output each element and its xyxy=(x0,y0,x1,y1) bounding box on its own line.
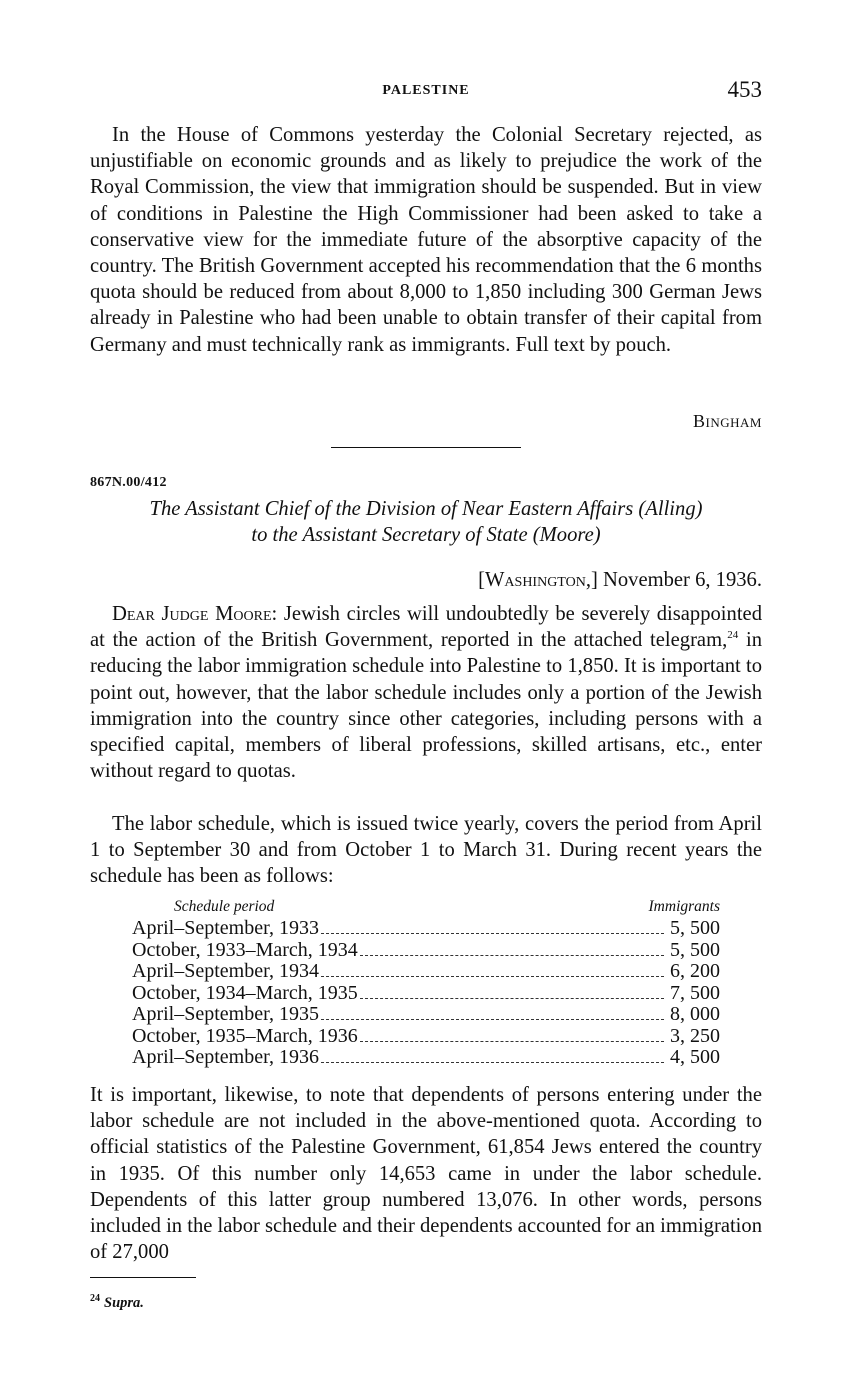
dot-leader xyxy=(321,976,664,977)
row-immigrants: 6, 200 xyxy=(670,960,720,982)
row-period: April–September, 1934 xyxy=(132,960,319,982)
letter-paragraph-1 xyxy=(90,601,762,784)
page-number: 453 xyxy=(727,77,762,102)
table-row xyxy=(132,1047,720,1069)
table-row xyxy=(132,961,720,983)
dot-leader xyxy=(360,955,664,956)
heading-line-1: The Assistant Chief of the Division of Near Eastern Affairs (Alling) xyxy=(149,498,703,520)
footnote xyxy=(90,1293,144,1312)
dateline xyxy=(478,569,762,592)
row-period: October, 1934–March, 1935 xyxy=(132,981,358,1004)
col-immigrants: Immigrants xyxy=(648,898,720,915)
letter-paragraph-3: It is important, likewise, to note that dependents of persons entering under the labor schedule are not included in the above-mentioned quota. According to official statistics of the Palestine Government, 61,854 Jews entered the country in 1935. Of this number only 14,653 came in under the labor schedule. Dependents of this latter group numbered 13,076. In other words, persons included in the labor schedule and their dependents accounted for an immigration of 27,000 xyxy=(90,1084,762,1264)
row-period: October, 1935–March, 1936 xyxy=(132,1024,358,1047)
running-title: PALESTINE xyxy=(382,83,470,98)
letter-paragraph-1-text-a: Jewish circles will undoubtedly be severely disappointed at the action of the British Government, reported in the attached telegram, xyxy=(90,603,762,652)
dot-leader xyxy=(321,933,664,934)
letter-paragraph-2: The labor schedule, which is issued twice yearly, covers the period from April 1 to September 30 and from October 1 to March 31. During recent years the schedule has been as follows: xyxy=(90,813,762,888)
footnote-reference: 24 xyxy=(727,629,739,642)
table-row xyxy=(132,940,720,962)
row-immigrants: 7, 500 xyxy=(670,981,720,1004)
running-head xyxy=(90,77,762,106)
footnote-divider xyxy=(90,1277,196,1278)
row-immigrants: 3, 250 xyxy=(670,1024,720,1047)
signature: Bingham xyxy=(693,411,762,431)
row-period: April–September, 1936 xyxy=(132,1046,319,1068)
dot-leader xyxy=(321,1062,664,1063)
dot-leader xyxy=(321,1019,664,1020)
letter-paragraph-1-text-b: in reducing the labor immigration schedule into Palestine to 1,850. It is important to point out, however, that the labor schedule includes only a portion of the Jewish immigration into the country since other categories, including persons with a specified capital, members of liberal professions, skilled artisans, etc., enter without regard to quotas. xyxy=(90,629,762,783)
telegram-paragraph: In the House of Commons yesterday the Colonial Secretary rejected, as unjustifiable on economic grounds and as likely to prejudice the work of the Royal Commission, the view that immigration should be suspended. But in view of conditions in Palestine the High Commissioner had been asked to take a conservative view for the immediate future of the absorptive capacity of the country. The British Government accepted his recommendation that the 6 months quota should be reduced from about 8,000 to 1,850 including 300 German Jews already in Palestine who had been unable to obtain transfer of their capital from Germany and must technically rank as immigrants. Full text by pouch. xyxy=(90,124,762,356)
footnote-text: Supra. xyxy=(104,1294,144,1311)
row-immigrants: 5, 500 xyxy=(670,917,720,939)
dateline-place: [Washington,] xyxy=(478,569,598,591)
table-row xyxy=(132,918,720,940)
schedule-table-header xyxy=(132,898,720,918)
schedule-table xyxy=(132,898,720,1069)
col-schedule-period: Schedule period xyxy=(174,898,275,915)
row-immigrants: 4, 500 xyxy=(670,1046,720,1068)
footnote-mark: 24 xyxy=(90,1293,100,1304)
row-period: October, 1933–March, 1934 xyxy=(132,938,358,961)
file-number: 867N.00/412 xyxy=(90,475,167,490)
row-period: April–September, 1935 xyxy=(132,1003,319,1025)
document-heading xyxy=(90,496,762,548)
table-row xyxy=(132,983,720,1005)
heading-line-2: to the Assistant Secretary of State (Moore) xyxy=(251,524,601,547)
row-immigrants: 8, 000 xyxy=(670,1003,720,1025)
table-row xyxy=(132,1004,720,1026)
row-immigrants: 5, 500 xyxy=(670,938,720,961)
dot-leader xyxy=(360,998,664,999)
section-divider xyxy=(331,447,521,448)
table-row xyxy=(132,1026,720,1048)
row-period: April–September, 1933 xyxy=(132,917,319,939)
dot-leader xyxy=(360,1041,664,1042)
dateline-date: November 6, 1936. xyxy=(603,569,762,591)
salutation: Dear Judge Moore: xyxy=(112,603,278,625)
